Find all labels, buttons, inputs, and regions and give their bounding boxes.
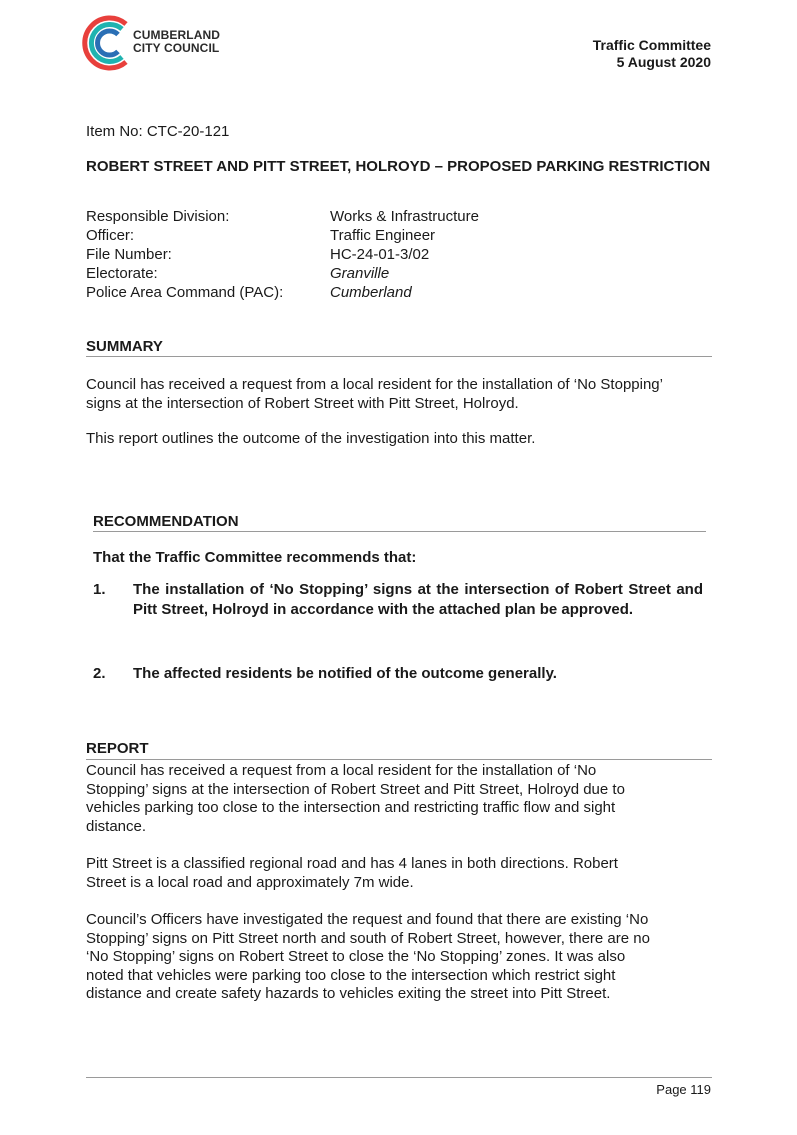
meta-row-file-number — [86, 245, 479, 264]
report-paragraph-2 — [86, 855, 726, 892]
report-paragraph-1 — [86, 762, 726, 836]
report-line: ‘No Stopping’ signs on Robert Street to close the ‘No Stopping’ zones. It was also — [86, 948, 626, 965]
report-paragraph-3 — [86, 911, 726, 1004]
meta-value: Granville — [330, 265, 390, 282]
meta-value: HC-24-01-3/02 — [330, 246, 430, 263]
report-line: Council’s Officers have investigated the request and found that there are existing ‘No — [86, 911, 649, 928]
recommendation-item — [93, 664, 703, 686]
recommendation-text: The installation of ‘No Stopping’ signs at the intersection of Robert Street and Pitt Street, Holroyd in accordance with the attached plan be approved. — [133, 581, 703, 618]
report-line: Street is a local road and approximately 7m wide. — [86, 873, 414, 891]
meta-label: Responsible Division: — [86, 208, 230, 225]
report-line: vehicles parking too close to the intersection and restricting traffic flow and sight — [86, 799, 616, 816]
recommendation-rule — [93, 531, 706, 532]
summary-paragraph-1 — [86, 376, 726, 413]
meta-row-electorate — [86, 264, 479, 283]
report-line: Stopping’ signs at the intersection of Robert Street and Pitt Street, Holroyd due to — [86, 780, 625, 798]
meta-value: Traffic Engineer — [330, 227, 436, 244]
meeting-date: 5 August 2020 — [616, 54, 711, 70]
meta-row-division — [86, 207, 479, 226]
recommendation-lead: That the Traffic Committee recommends that: — [93, 549, 417, 566]
recommendation-number: 1. — [93, 581, 106, 598]
summary-line: Council has received a request from a local resident for the installation of ‘No Stopping’ — [86, 376, 663, 393]
summary-paragraph-2: This report outlines the outcome of the investigation into this matter. — [86, 430, 536, 447]
committee-name: Traffic Committee — [592, 37, 711, 53]
report-heading: REPORT — [86, 740, 149, 757]
report-line: Council has received a request from a local resident for the installation of ‘No — [86, 762, 597, 779]
meta-label: Officer: — [86, 227, 135, 244]
meta-label: Police Area Command (PAC): — [86, 284, 284, 301]
report-title: ROBERT STREET AND PITT STREET, HOLROYD – PROPOSED PARKING RESTRICTION — [86, 158, 711, 175]
header-right — [593, 37, 711, 71]
meta-row-pac — [86, 283, 479, 302]
report-line: Stopping’ signs on Pitt Street north and south of Robert Street, however, there are no — [86, 929, 650, 947]
footer-rule — [86, 1077, 712, 1078]
recommendation-heading: RECOMMENDATION — [93, 513, 239, 530]
meta-row-officer — [86, 226, 479, 245]
report-line: distance. — [86, 817, 147, 835]
page-number: Page 119 — [656, 1082, 711, 1097]
meta-value: Works & Infrastructure — [330, 208, 479, 225]
report-rule — [86, 759, 712, 760]
summary-line: signs at the intersection of Robert Street with Pitt Street, Holroyd. — [86, 394, 519, 412]
recommendation-number: 2. — [93, 665, 106, 682]
logo-line-1: CUMBERLAND — [133, 28, 220, 42]
meta-value: Cumberland — [330, 284, 412, 301]
meta-label: Electorate: — [86, 265, 158, 282]
cumberland-logo-icon — [78, 14, 136, 72]
meta-table — [86, 207, 479, 302]
meta-label: File Number: — [86, 246, 172, 263]
report-line: noted that vehicles were parking too close to the intersection which restrict sight — [86, 966, 616, 984]
item-number: Item No: CTC-20-121 — [86, 123, 230, 140]
report-line: distance and create safety hazards to vehicles exiting the street into Pitt Street. — [86, 985, 611, 1002]
logo-wordmark — [133, 29, 220, 55]
summary-heading: SUMMARY — [86, 338, 163, 355]
recommendation-text: The affected residents be notified of the outcome generally. — [133, 665, 557, 682]
logo-line-2: CITY COUNCIL — [133, 41, 220, 55]
recommendation-item — [93, 580, 703, 642]
report-line: Pitt Street is a classified regional road and has 4 lanes in both directions. Robert — [86, 855, 618, 872]
summary-rule — [86, 356, 712, 357]
